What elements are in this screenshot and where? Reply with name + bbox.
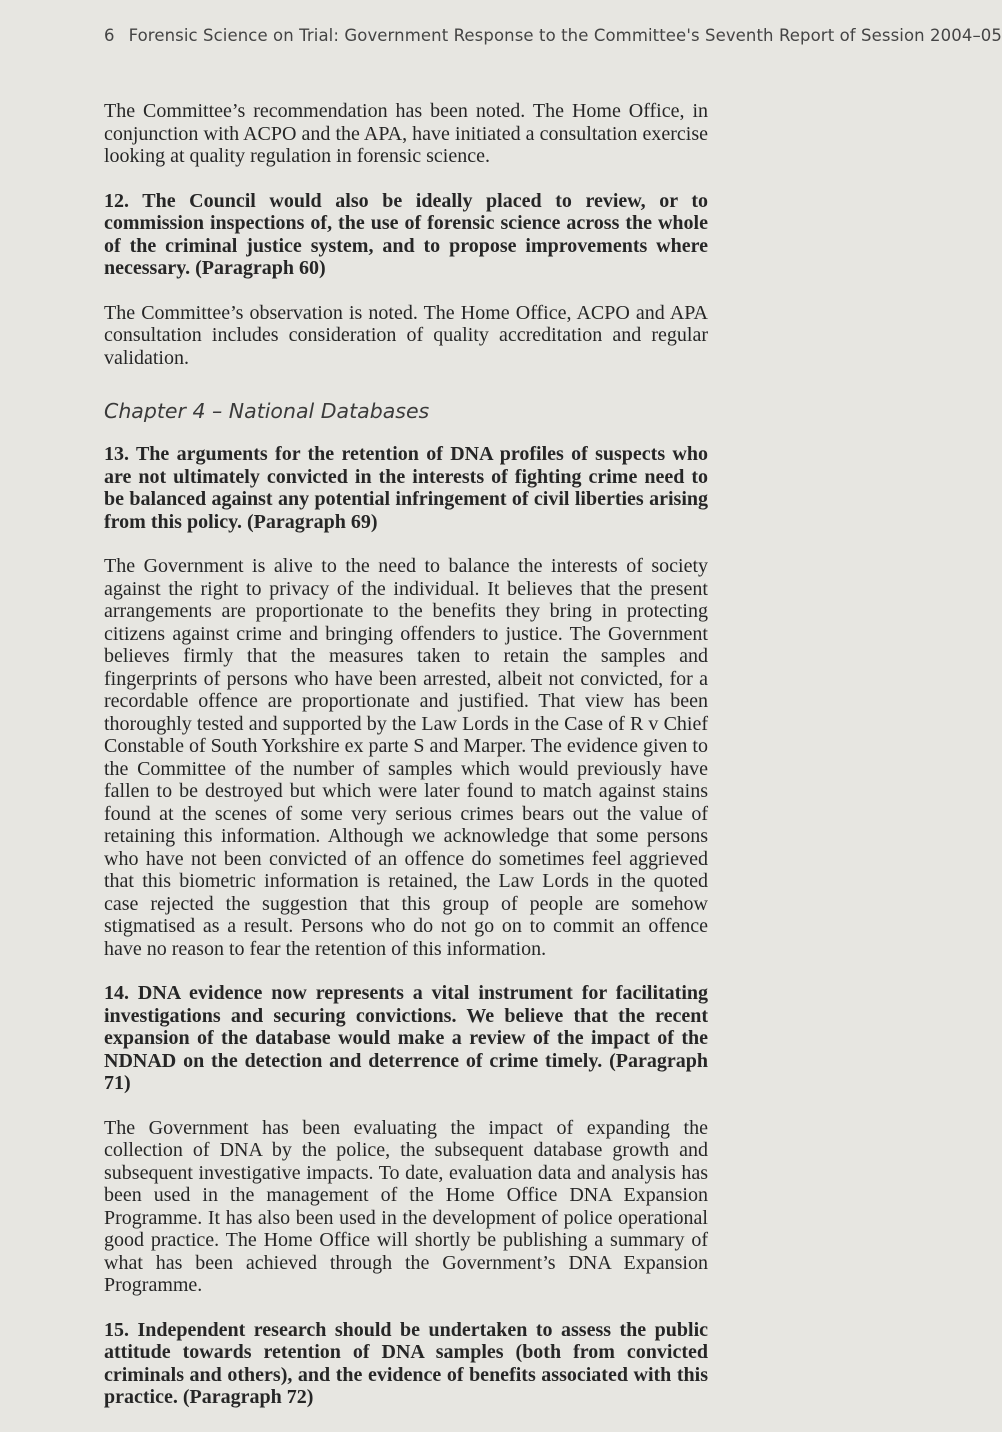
page-number: 6: [104, 26, 115, 45]
chapter-heading: Chapter 4 – National Databases: [104, 399, 430, 423]
recommendation-15: 15. Independent research should be undertaken to assess the public attitude towards retention of DNA samples (both from convicted criminals and others), and the evidence of benefits associated with this practice. (Paragraph 72): [104, 1318, 708, 1408]
response-13: The Government is alive to the need to balance the interests of society against the right to privacy of the individual. It believes that the present arrangements are proportionate to the benefits they bring in protecting citizens against crime and bringing offenders to justice. The Government believes firmly that the measures taken to retain the samples and fingerprints of persons who have been arrested, albeit not convicted, for a recordable offence are proportionate and justified. That view has been thoroughly tested and supported by the Law Lords in the Case of R v Chief Constable of South Yorkshire ex parte S and Marper. The evidence given to the Committee of the number of samples which would previously have fallen to be destroyed but which were later found to match against stains found at the scenes of some very serious crimes bears out the value of retaining this information. Although we acknowledge that some persons who have not been convicted of an offence do sometimes feel aggrieved that this biometric information is retained, the Law Lords in the quoted case rejected the suggestion that this group of people are somehow stigmatised as a result. Persons who do not go on to commit an offence have no reason to fear the retention of this information.: [104, 555, 708, 960]
header-title: Forensic Science on Trial: Government Response to the Committee's Seventh Report of Session 2004–05: [128, 26, 1002, 45]
response-12: The Committee’s observation is noted. The Home Office, ACPO and APA consultation includes consideration of quality accreditation and regular validation.: [104, 301, 708, 369]
recommendation-12: 12. The Council would also be ideally placed to review, or to commission inspections of, the use of forensic science across the whole of the criminal justice system, and to propose improvements where necessary. (Paragraph 60): [104, 189, 708, 279]
document-body: [104, 100, 708, 1432]
running-header: [104, 26, 1002, 45]
recommendation-13: 13. The arguments for the retention of DNA profiles of suspects who are not ultimately convicted in the interests of fighting crime need to be balanced against any potential infringement of civil liberties arising from this policy. (Paragraph 69): [104, 443, 708, 533]
recommendation-14: 14. DNA evidence now represents a vital instrument for facilitating investigations and securing convictions. We believe that the recent expansion of the database would make a review of the impact of the NDNAD on the detection and deterrence of crime timely. (Paragraph 71): [104, 982, 708, 1094]
response-14: The Government has been evaluating the impact of expanding the collection of DNA by the police, the subsequent database growth and subsequent investigative impacts. To date, evaluation data and analysis has been used in the management of the Home Office DNA Expansion Programme. It has also been used in the development of police operational good practice. The Home Office will shortly be publishing a summary of what has been achieved through the Government’s DNA Expansion Programme.: [104, 1116, 708, 1296]
response-paragraph: The Committee’s recommendation has been noted. The Home Office, in conjunction with ACPO and the APA, have initiated a consultation exercise looking at quality regulation in forensic science.: [104, 100, 708, 167]
